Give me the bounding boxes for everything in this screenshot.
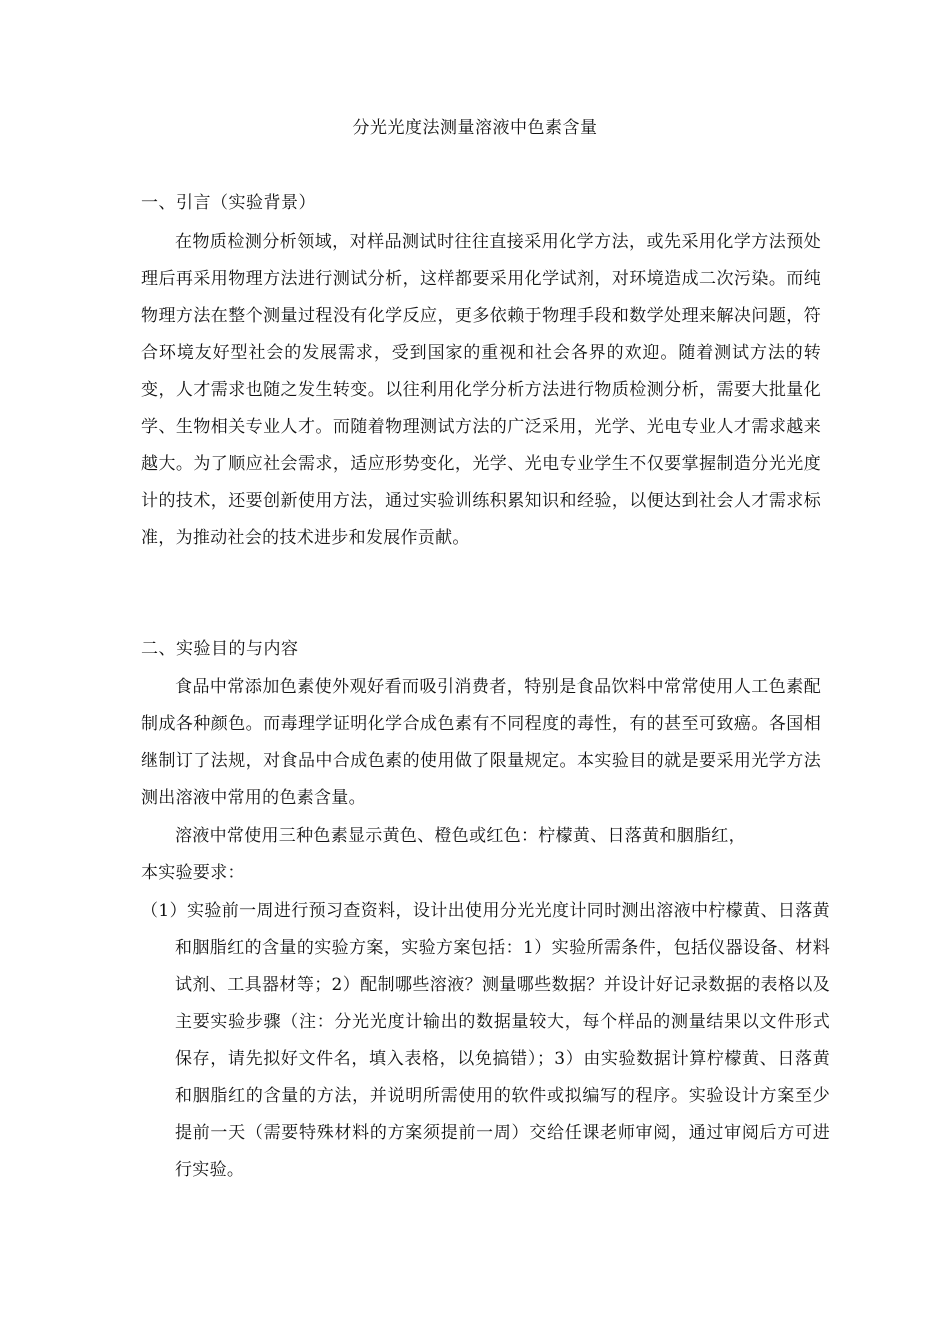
requirement-item-1: （1）实验前一周进行预习查资料，设计出使用分光光度计同时测出溶液中柠檬黄、日落黄和胭脂红的含量的实验方案，实验方案包括：1）实验所需条件，包括仪器设备、材料试剂、工具器材等；2）配制哪些溶液？测量哪些数据？并设计好记录数据的表格以及主要实验步骤（注：分光光度计输出的数据量较大，每个样品的测量结果以文件形式保存，请先拟好文件名，填入表格，以免搞错）；3）由实验数据计算柠檬黄、日落黄和胭脂红的含量的方法，并说明所需使用的软件或拟编写的程序。实验设计方案至少提前一天（需要特殊材料的方案须提前一周）交给任课老师审阅，通过审阅后方可进行实验。 — [141, 901, 830, 1180]
section-heading-purpose: 二、实验目的与内容 — [141, 639, 299, 659]
section-heading-introduction: 一、引言（实验背景） — [141, 193, 316, 213]
paragraph-pigments: 溶液中常使用三种色素显示黄色、橙色或红色：柠檬黄、日落黄和胭脂红， — [175, 826, 746, 846]
paragraph-purpose: 食品中常添加色素使外观好看而吸引消费者，特别是食品饮料中常常使用人工色素配制成各种颜色。而毒理学证明化学合成色素有不同程度的毒性，有的甚至可致癌。各国相继制订了法规，对食品中合成色素的使用做了限量规定。本实验目的就是要采用光学方法测出溶液中常用的色素含量。 — [141, 677, 821, 808]
paragraph-background: 在物质检测分析领域，对样品测试时往往直接采用化学方法，或先采用化学方法预处理后再采用物理方法进行测试分析，这样都要采用化学试剂，对环境造成二次污染。而纯物理方法在整个测量过程没有化学反应，更多依赖于物理手段和数学处理来解决问题，符合环境友好型社会的发展需求，受到国家的重视和社会各界的欢迎。随着测试方法的转变，人才需求也随之发生转变。以往利用化学分析方法进行物质检测分析，需要大批量化学、生物相关专业人才。而随着物理测试方法的广泛采用，光学、光电专业人才需求越来越大。为了顺应社会需求，适应形势变化，光学、光电专业学生不仅要掌握制造分光光度计的技术，还要创新使用方法，通过实验训练积累知识和经验，以便达到社会人才需求标准，为推动社会的技术进步和发展作贡献。 — [141, 232, 821, 548]
document-title: 分光光度法测量溶液中色素含量 — [352, 118, 598, 138]
paragraph-requirements-intro: 本实验要求： — [141, 863, 245, 883]
